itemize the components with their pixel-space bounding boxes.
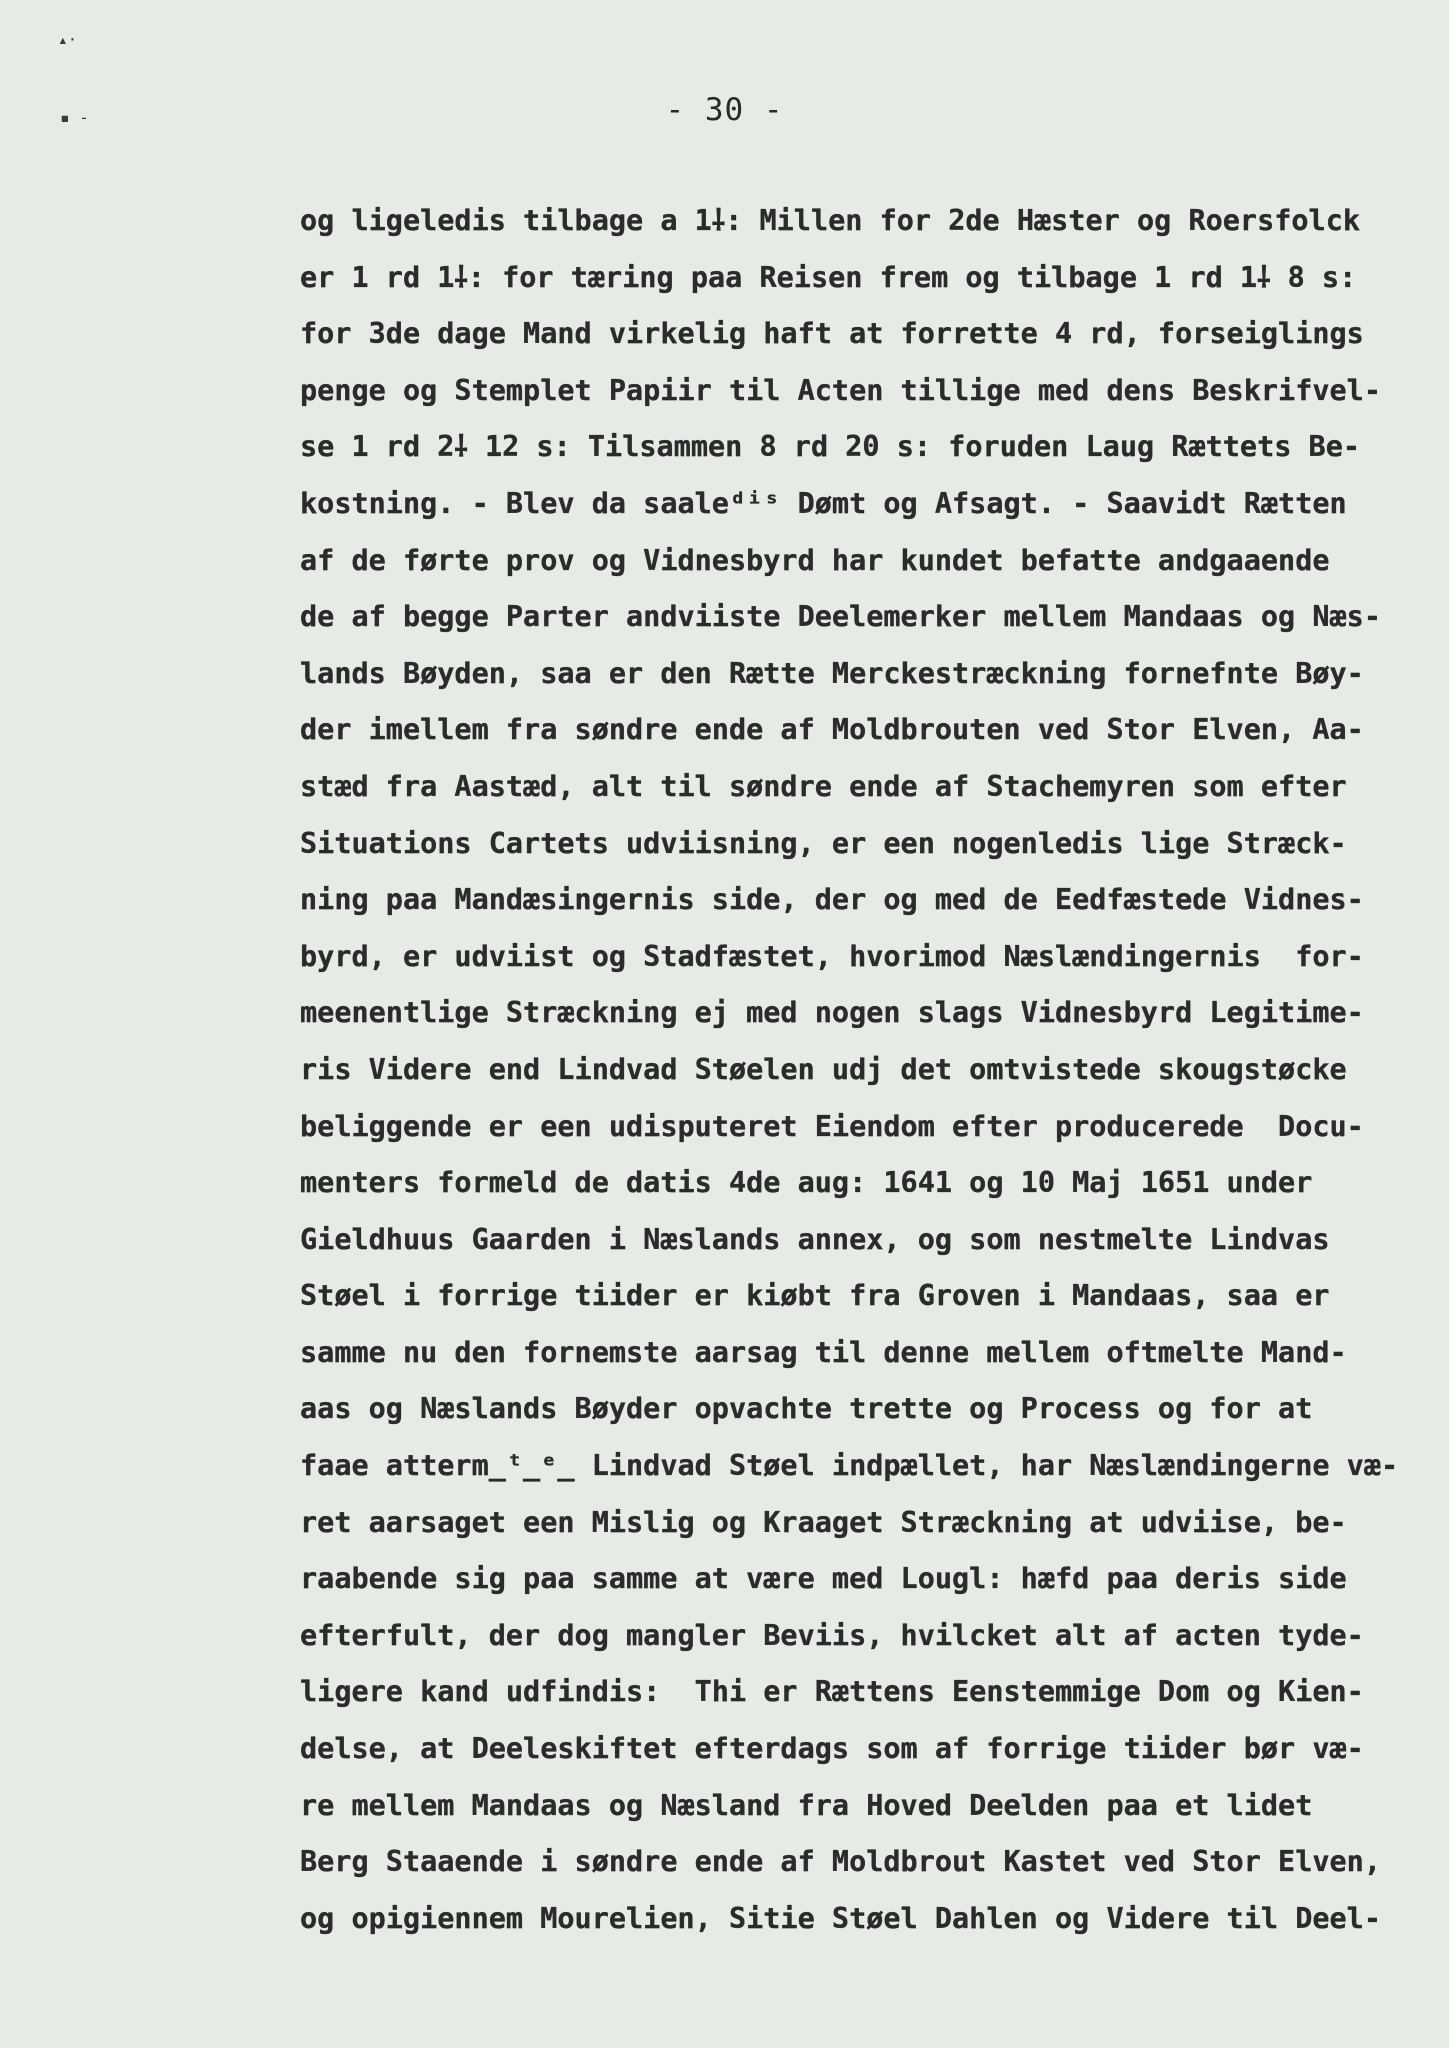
- text-line: samme nu den fornemste aarsag til denne mellem oftmelte Mand-: [300, 1335, 1347, 1369]
- text-line: lands Bøyden, saa er den Rætte Merckestræckning fornefnte Bøy-: [300, 656, 1364, 690]
- text-line: ris Videre end Lindvad Støelen udj det omtvistede skougstøcke: [300, 1052, 1347, 1086]
- text-line: Støel i forrige tiider er kiøbt fra Groven i Mandaas, saa er: [300, 1279, 1330, 1313]
- text-line: efterfult, der dog mangler Beviis, hvilcket alt af acten tyde-: [300, 1618, 1364, 1652]
- text-line: aas og Næslands Bøyder opvachte trette og Process og for at: [300, 1392, 1313, 1426]
- text-line: menters formeld de datis 4de aug: 1641 og 10 Maj 1651 under: [300, 1166, 1313, 1200]
- text-line: byrd, er udviist og Stadfæstet, hvorimod Næslændingernis for-: [300, 939, 1364, 973]
- text-line: og ligeledis tilbage a 1⸸: Millen for 2de Hæster og Roersfolck: [300, 204, 1361, 237]
- scan-mark: ▪ -: [60, 108, 89, 127]
- text-line: Berg Staaende i søndre ende af Moldbrout Kastet ved Stor Elven,: [300, 1845, 1381, 1879]
- text-line: stæd fra Aastæd, alt til søndre ende af Stachemyren som efter: [300, 769, 1347, 803]
- text-line: der imellem fra søndre ende af Moldbrouten ved Stor Elven, Aa-: [300, 713, 1364, 747]
- text-line: ligere kand udfindis: Thi er Rættens Eenstemmige Dom og Kien-: [300, 1675, 1364, 1709]
- text-line: for 3de dage Mand virkelig haft at forrette 4 rd, forseiglings: [300, 317, 1364, 351]
- text-line: delse, at Deeleskiftet efterdags som af forrige tiider bør væ-: [300, 1732, 1364, 1766]
- text-line: kostning. - Blev da saaleᵈⁱˢ Dømt og Afsagt. - Saavidt Rætten: [300, 486, 1347, 520]
- text-line: ret aarsaget een Mislig og Kraaget Stræckning at udviise, be-: [300, 1505, 1347, 1539]
- text-line: beliggende er een udisputeret Eiendom efter producerede Docu-: [300, 1109, 1364, 1143]
- text-line: Situations Cartets udviisning, er een nogenledis lige Stræck-: [300, 826, 1347, 860]
- text-line: er 1 rd 1⸸: for tæring paa Reisen frem og tilbage 1 rd 1⸸ 8 s:: [300, 260, 1357, 294]
- text-line: penge og Stemplet Papiir til Acten tillige med dens Beskrifvel-: [300, 373, 1381, 407]
- text-line: og opigiennem Mourelien, Sitie Støel Dahlen og Videre til Deel-: [300, 1901, 1381, 1935]
- text-line: Gieldhuus Gaarden i Næslands annex, og som nestmelte Lindvas: [300, 1222, 1330, 1256]
- body-text: [300, 193, 1410, 1947]
- text-line: re mellem Mandaas og Næsland fra Hoved Deelden paa et lidet: [300, 1788, 1313, 1822]
- page-number: - 30 -: [665, 92, 784, 128]
- text-line: meenentlige Stræckning ej med nogen slags Vidnesbyrd Legitime-: [300, 996, 1364, 1030]
- text-line: ning paa Mandæsingernis side, der og med de Eedfæstede Vidnes-: [300, 883, 1364, 917]
- text-line: af de førte prov og Vidnesbyrd har kundet befatte andgaaende: [300, 543, 1330, 577]
- text-line: faae atterm̲ᵗ̲ᵉ̲ Lindvad Støel indpællet, har Næslændingerne væ-: [300, 1449, 1399, 1483]
- text-line: se 1 rd 2⸸ 12 s: Tilsammen 8 rd 20 s: foruden Laug Rættets Be-: [300, 430, 1361, 464]
- scan-mark: ▴·: [58, 30, 78, 49]
- text-line: de af begge Parter andviiste Deelemerker mellem Mandaas og Næs-: [300, 600, 1381, 634]
- text-line: raabende sig paa samme at være med Lougl: hæfd paa deris side: [300, 1562, 1347, 1596]
